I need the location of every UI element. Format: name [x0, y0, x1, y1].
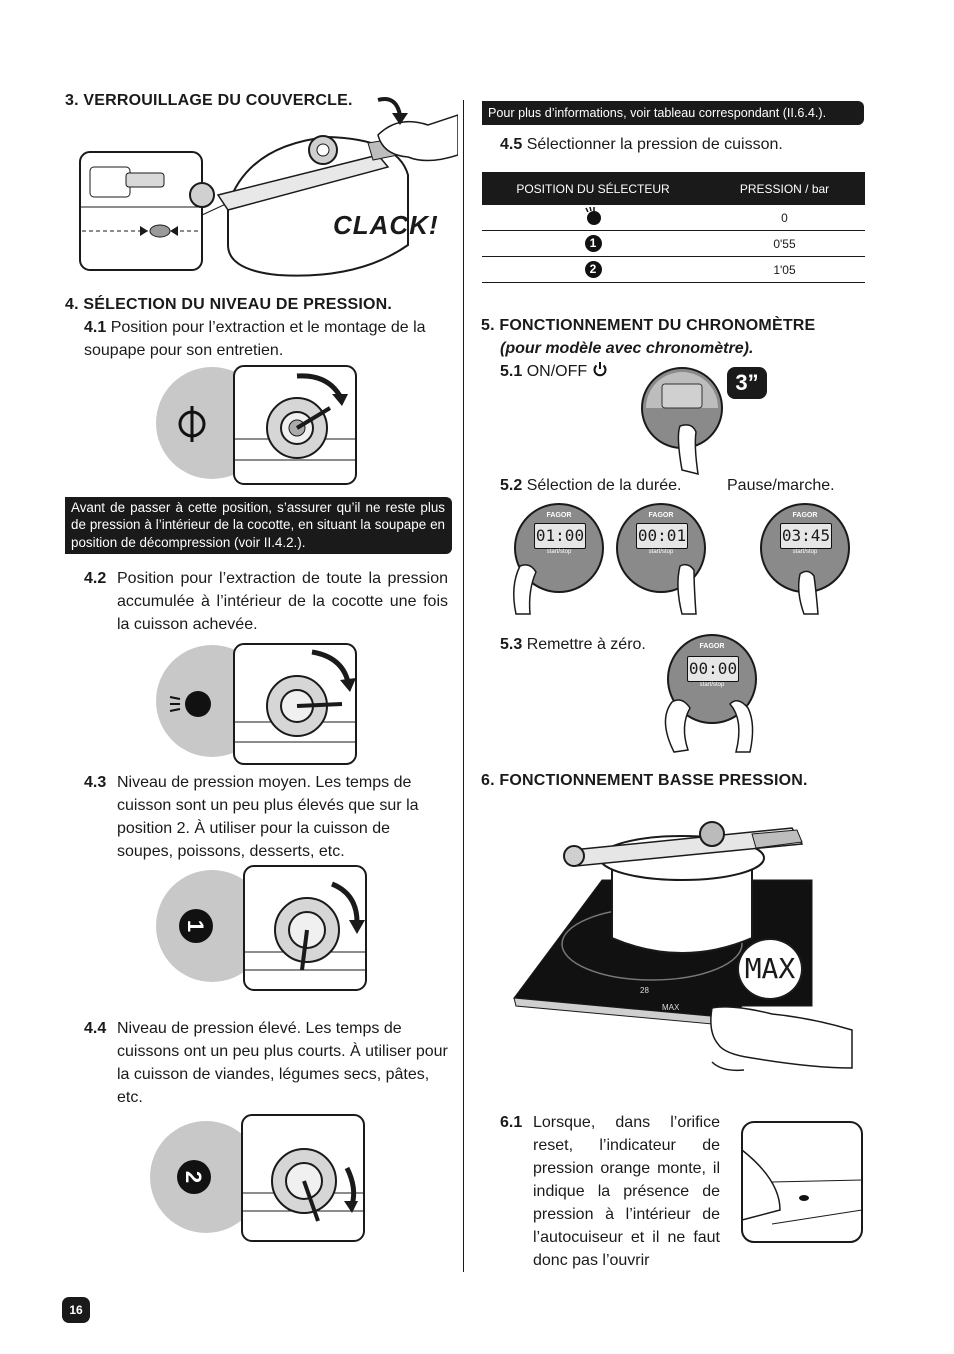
induction-hob-illustration: [512, 808, 872, 1080]
section-5-number: 5.: [481, 317, 495, 334]
item-4-3-text: Niveau de pression moyen. Les temps de cuisson sont un peu plus élevés que sur la position 2. À utiliser pour la cuisson de soupes, poissons, desserts, etc.: [117, 774, 419, 860]
timer-start-stop: start/stop: [648, 549, 674, 555]
table-row: [482, 257, 865, 283]
dial-1-label: 1: [183, 919, 208, 933]
section-6-title: FONCTIONNEMENT BASSE PRESSION.: [499, 772, 808, 789]
pressure-table: [482, 172, 865, 283]
selector-steam-icon: [482, 205, 704, 231]
section-3-number: 3.: [65, 92, 79, 109]
item-4-2-number: 4.2: [84, 570, 107, 587]
item-4-5-number: 4.5: [500, 136, 523, 153]
selector-position: [482, 257, 704, 283]
pressure-value: 0: [704, 205, 865, 231]
section-4-title: SÉLECTION DU NIVEAU DE PRESSION.: [83, 296, 393, 313]
section-3-title: VERROUILLAGE DU COUVERCLE.: [83, 92, 353, 109]
dial-release-illustration: [152, 642, 362, 767]
dial-position-2-illustration: [142, 1113, 372, 1245]
timer-start-stop: start/stop: [792, 549, 818, 555]
three-seconds-badge: 3”: [727, 367, 767, 399]
fingers-illustration: [500, 556, 860, 616]
timer-digits: 00:01: [636, 523, 688, 549]
item-5-3-number: 5.3: [500, 636, 523, 653]
pause-play-label: Pause/marche.: [727, 477, 835, 494]
section-4-number: 4.: [65, 296, 79, 313]
item-6-1: [500, 1111, 720, 1272]
section-5-heading: [481, 317, 815, 335]
item-5-2-text: Sélection de la durée.: [526, 477, 682, 494]
item-5-2-number: 5.2: [500, 477, 523, 494]
selector-position: [482, 231, 704, 257]
item-4-5-text: Sélectionner la pression de cuisson.: [526, 136, 783, 153]
lid-locking-illustration: [78, 95, 458, 285]
item-4-5: [500, 133, 860, 156]
clack-label: CLACK!: [333, 210, 439, 240]
timer-onoff-illustration: [640, 366, 730, 476]
section-6-heading: [481, 772, 808, 790]
page-number: 16: [69, 1303, 83, 1317]
item-4-4: [84, 1017, 448, 1109]
timer-brand: FAGOR: [648, 512, 674, 519]
item-4-1-number: 4.1: [84, 319, 107, 336]
table-row: [482, 231, 865, 257]
item-4-1: [84, 316, 450, 362]
max-indicator: MAX: [737, 938, 803, 1000]
section-6-number: 6.: [481, 772, 495, 789]
item-6-1-text: Lorsque, dans l’orifice reset, l’indicateur de pression orange monte, il indique la présence de pression à l’intérieur de l’autocuiseur et il ne faut donc pas l’ouvrir: [533, 1114, 720, 1269]
timer-brand: FAGOR: [792, 512, 818, 519]
item-6-1-number: 6.1: [500, 1114, 523, 1131]
table-row: [482, 205, 865, 231]
column-divider: [463, 100, 464, 1272]
timer-start-stop: start/stop: [546, 549, 572, 555]
warning-note: Avant de passer à cette position, s’assurer qu’il ne reste plus de pression à l’intérieur de la cocotte, en situant la soupape en position de décompression (voir II.4.2.).: [65, 497, 452, 554]
info-note: Pour plus d’informations, voir tableau correspondant (II.6.4.).: [482, 101, 864, 125]
dial-extraction-illustration: [152, 364, 362, 489]
timer-start-stop: start/stop: [699, 682, 725, 688]
timer-brand: FAGOR: [699, 643, 725, 650]
item-5-1-text: ON/OFF: [526, 363, 588, 380]
dial-2-label: 2: [181, 1170, 206, 1184]
item-4-2: [84, 567, 448, 636]
dial-position-1-illustration: [152, 864, 372, 994]
position-badge: 2: [585, 261, 602, 278]
timer-brand: FAGOR: [546, 512, 572, 519]
item-4-3-number: 4.3: [84, 774, 107, 791]
section-4-heading: [65, 296, 392, 314]
hob-max-label: MAX: [662, 1003, 680, 1012]
item-4-3: [84, 771, 448, 863]
pressure-value: 0'55: [704, 231, 865, 257]
item-4-2-text: Position pour l’extraction de toute la pression accumulée à l’intérieur de la cocotte une fois la cuisson achevée.: [117, 570, 448, 633]
timer-digits: 03:45: [780, 523, 832, 549]
table-header-position: POSITION DU SÉLECTEUR: [482, 172, 704, 205]
section-5-title: FONCTIONNEMENT DU CHRONOMÈTRE: [499, 317, 816, 334]
item-5-1: [500, 360, 608, 383]
position-badge: 1: [585, 235, 602, 252]
pressure-indicator-illustration: [740, 1120, 866, 1246]
item-4-1-text: Position pour l’extraction et le montage de la soupape pour son entretien.: [84, 319, 426, 359]
table-header-pressure: PRESSION / bar: [704, 172, 865, 205]
item-4-4-text: Niveau de pression élevé. Les temps de cuissons ont un peu plus courts. À utiliser pour la cuisson de viandes, légumes secs, pâtes, etc.: [117, 1020, 448, 1106]
item-5-3: [500, 633, 646, 656]
item-5-1-number: 5.1: [500, 363, 523, 380]
hob-number-label: 28: [640, 986, 649, 995]
page-number-badge: [62, 1297, 90, 1323]
pressure-value: 1'05: [704, 257, 865, 283]
section-5-subtitle: (pour modèle avec chronomètre).: [500, 340, 754, 357]
item-4-4-number: 4.4: [84, 1020, 107, 1037]
timer-digits: 00:00: [687, 656, 739, 682]
timer-digits: 01:00: [534, 523, 586, 549]
power-icon: [592, 361, 608, 377]
two-fingers-illustration: [652, 690, 762, 756]
item-5-3-text: Remettre à zéro.: [526, 636, 646, 653]
item-5-2: [500, 474, 681, 497]
